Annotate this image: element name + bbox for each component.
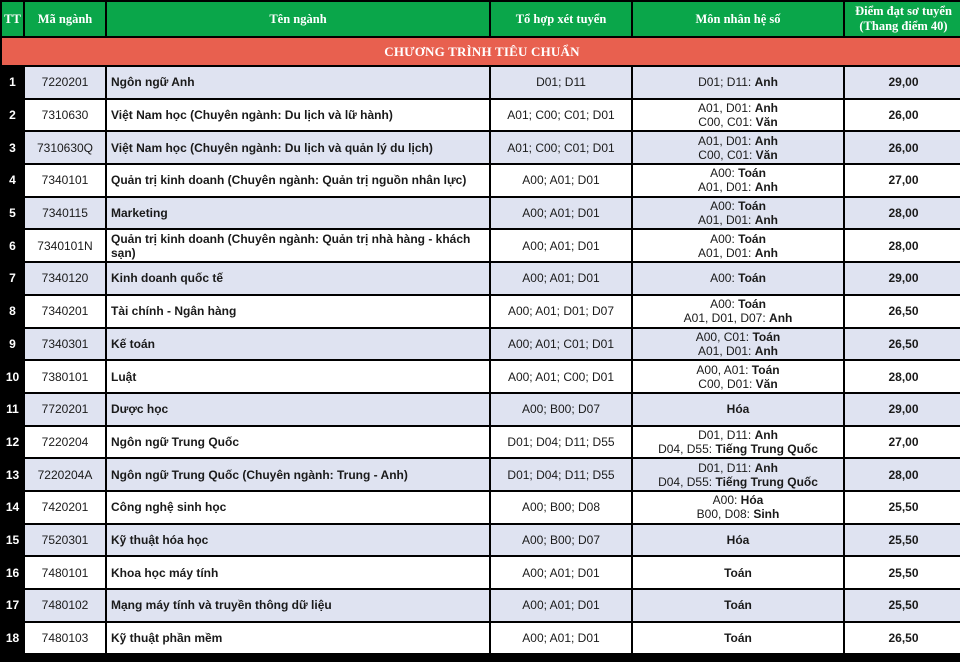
weighted-subject-line — [637, 475, 839, 489]
header-score-line2: (Thang điểm 40) — [859, 19, 948, 33]
weighted-subject-line — [637, 75, 839, 89]
weighted-subject — [633, 329, 843, 360]
weighted-subject-combos: C00, C01: — [698, 147, 756, 162]
table-row — [2, 132, 960, 163]
entry-score: 26,50 — [845, 296, 960, 327]
weighted-subject-line — [637, 199, 839, 213]
row-number: 18 — [2, 623, 23, 654]
weighted-subject-name: Anh — [754, 245, 779, 260]
major-code: 7310630 — [25, 100, 105, 131]
weighted-subject-line — [637, 377, 839, 391]
weighted-subject — [633, 590, 843, 621]
subject-combo: A00; A01; D01 — [491, 230, 631, 261]
weighted-subject-line — [637, 134, 839, 148]
major-code: 7220204 — [25, 427, 105, 458]
major-name: Khoa học máy tính — [107, 557, 489, 588]
weighted-subject-line — [637, 232, 839, 246]
weighted-subject-combos: A00: — [710, 199, 739, 214]
entry-score: 26,50 — [845, 329, 960, 360]
weighted-subject-name: Toán — [738, 271, 766, 286]
table-row — [2, 525, 960, 556]
weighted-subject-combos: A00: — [710, 297, 739, 312]
entry-score: 26,00 — [845, 100, 960, 131]
subject-combo: A01; C00; C01; D01 — [491, 100, 631, 131]
subject-combo: A00; A01; D01 — [491, 198, 631, 229]
major-name: Marketing — [107, 198, 489, 229]
header-tt: TT — [2, 2, 23, 36]
weighted-subject-line — [637, 166, 839, 180]
weighted-subject-name: Tiếng Trung Quốc — [715, 474, 818, 489]
weighted-subject-line — [637, 311, 839, 325]
row-number: 2 — [2, 100, 23, 131]
weighted-subject-name: Hóa — [726, 532, 750, 547]
weighted-subject-name: Anh — [754, 180, 779, 195]
major-name: Ngôn ngữ Anh — [107, 67, 489, 98]
table-row — [2, 230, 960, 261]
table-row — [2, 394, 960, 425]
weighted-subject-name: Anh — [754, 133, 779, 148]
major-code: 7380101 — [25, 361, 105, 392]
weighted-subject-line — [637, 330, 839, 344]
weighted-subject-name: Anh — [754, 101, 779, 116]
weighted-subject-name: Toán — [738, 231, 766, 246]
header-combo: Tổ hợp xét tuyển — [491, 2, 631, 36]
weighted-subject — [633, 165, 843, 196]
weighted-subject — [633, 557, 843, 588]
major-name: Luật — [107, 361, 489, 392]
major-code: 7480103 — [25, 623, 105, 654]
weighted-subject-name: Toán — [751, 362, 780, 377]
entry-score: 29,00 — [845, 67, 960, 98]
subject-combo: A00; A01; D01 — [491, 165, 631, 196]
header-row — [2, 2, 960, 36]
header-score — [845, 2, 960, 36]
weighted-subject-combos: A01, D01: — [697, 343, 755, 358]
weighted-subject-combos: A00, A01: — [696, 362, 752, 377]
weighted-subject-combos: A01, D01: — [697, 133, 755, 148]
row-number: 14 — [2, 492, 23, 523]
subject-combo: A00; A01; D01 — [491, 623, 631, 654]
weighted-subject-name: Văn — [755, 115, 778, 130]
major-name: Kỹ thuật hóa học — [107, 525, 489, 556]
weighted-subject-combos: A01, D01: — [697, 180, 755, 195]
header-name: Tên ngành — [107, 2, 489, 36]
weighted-subject-line — [637, 402, 839, 416]
row-number: 6 — [2, 230, 23, 261]
major-name: Mạng máy tính và truyền thông dữ liệu — [107, 590, 489, 621]
major-code: 7340101N — [25, 230, 105, 261]
weighted-subject-name: Hóa — [726, 402, 750, 417]
weighted-subject-name: Anh — [754, 460, 778, 475]
weighted-subject — [633, 67, 843, 98]
entry-score: 25,50 — [845, 492, 960, 523]
major-code: 7720201 — [25, 394, 105, 425]
weighted-subject-combos: D01; D11: — [698, 75, 755, 90]
weighted-subject — [633, 492, 843, 523]
row-number: 11 — [2, 394, 23, 425]
header-score-line1: Điểm đạt sơ tuyển — [855, 4, 952, 18]
table-row — [2, 165, 960, 196]
major-code: 7480101 — [25, 557, 105, 588]
row-number: 4 — [2, 165, 23, 196]
weighted-subject-name: Tiếng Trung Quốc — [715, 441, 818, 456]
weighted-subject-combos: A01, D01, D07: — [683, 311, 770, 326]
row-number: 13 — [2, 459, 23, 490]
entry-score: 28,00 — [845, 198, 960, 229]
weighted-subject-line — [637, 493, 839, 507]
entry-score: 25,50 — [845, 525, 960, 556]
weighted-subject-name: Toán — [752, 329, 781, 344]
weighted-subject-name: Anh — [754, 427, 778, 442]
entry-score: 28,00 — [845, 361, 960, 392]
entry-score: 28,00 — [845, 230, 960, 261]
weighted-subject-combos: B00, D08: — [696, 507, 754, 522]
major-name: Kinh doanh quốc tế — [107, 263, 489, 294]
entry-score: 29,00 — [845, 263, 960, 294]
subject-combo: D01; D11 — [491, 67, 631, 98]
entry-score: 25,50 — [845, 557, 960, 588]
table-row — [2, 67, 960, 98]
table-row — [2, 198, 960, 229]
weighted-subject-line — [637, 180, 839, 194]
weighted-subject — [633, 427, 843, 458]
weighted-subject — [633, 263, 843, 294]
weighted-subject-name: Toán — [738, 166, 766, 181]
weighted-subject-line — [637, 148, 839, 162]
entry-score: 28,00 — [845, 459, 960, 490]
weighted-subject-name: Văn — [755, 147, 778, 162]
subject-combo: A00; A01; C00; D01 — [491, 361, 631, 392]
weighted-subject — [633, 525, 843, 556]
weighted-subject-line — [637, 533, 839, 547]
entry-score: 26,50 — [845, 623, 960, 654]
weighted-subject-combos: D01, D11: — [698, 427, 755, 442]
subject-combo: A00; B00; D08 — [491, 492, 631, 523]
major-code: 7220204A — [25, 459, 105, 490]
major-code: 7340201 — [25, 296, 105, 327]
header-code: Mã ngành — [25, 2, 105, 36]
table-row — [2, 590, 960, 621]
table-row — [2, 296, 960, 327]
table-row — [2, 557, 960, 588]
section-row — [2, 38, 960, 65]
entry-score: 27,00 — [845, 165, 960, 196]
major-name: Tài chính - Ngân hàng — [107, 296, 489, 327]
major-name: Kỹ thuật phần mềm — [107, 623, 489, 654]
weighted-subject-combos: C00, C01: — [698, 115, 756, 130]
subject-combo: A00; A01; D01 — [491, 263, 631, 294]
row-number: 8 — [2, 296, 23, 327]
entry-score: 26,00 — [845, 132, 960, 163]
row-number: 7 — [2, 263, 23, 294]
weighted-subject-name: Anh — [754, 213, 779, 228]
major-code: 7340101 — [25, 165, 105, 196]
weighted-subject-line — [637, 461, 839, 475]
weighted-subject-combos: A01, D01: — [697, 213, 755, 228]
subject-combo: A00; B00; D07 — [491, 394, 631, 425]
major-code: 7520301 — [25, 525, 105, 556]
row-number: 12 — [2, 427, 23, 458]
entry-score: 27,00 — [845, 427, 960, 458]
weighted-subject-combos: A00: — [710, 166, 739, 181]
table-row — [2, 427, 960, 458]
weighted-subject — [633, 100, 843, 131]
row-number: 5 — [2, 198, 23, 229]
header-coef: Môn nhân hệ số — [633, 2, 843, 36]
major-code: 7340301 — [25, 329, 105, 360]
weighted-subject-name: Sinh — [753, 507, 780, 522]
weighted-subject-line — [637, 442, 839, 456]
weighted-subject-combos: D04, D55: — [658, 441, 716, 456]
row-number: 9 — [2, 329, 23, 360]
major-code: 7480102 — [25, 590, 105, 621]
major-name: Kế toán — [107, 329, 489, 360]
weighted-subject-combos: A00: — [712, 493, 741, 508]
subject-combo: A01; C00; C01; D01 — [491, 132, 631, 163]
weighted-subject-combos: D04, D55: — [658, 474, 716, 489]
major-name: Công nghệ sinh học — [107, 492, 489, 523]
table-row — [2, 329, 960, 360]
weighted-subject-name: Anh — [769, 311, 793, 326]
major-code: 7220201 — [25, 67, 105, 98]
weighted-subject-name: Toán — [724, 598, 752, 613]
subject-combo: A00; A01; D01 — [491, 557, 631, 588]
weighted-subject-line — [637, 363, 839, 377]
weighted-subject-line — [637, 507, 839, 521]
table-row — [2, 623, 960, 654]
weighted-subject — [633, 459, 843, 490]
weighted-subject-line — [637, 598, 839, 612]
weighted-subject-line — [637, 566, 839, 580]
weighted-subject-line — [637, 246, 839, 260]
subject-combo: A00; B00; D07 — [491, 525, 631, 556]
major-name: Quản trị kinh doanh (Chuyên ngành: Quản trị nhà hàng - khách sạn) — [107, 230, 489, 261]
weighted-subject — [633, 296, 843, 327]
major-code: 7420201 — [25, 492, 105, 523]
table-row — [2, 492, 960, 523]
entry-score: 29,00 — [845, 394, 960, 425]
table-row — [2, 459, 960, 490]
major-code: 7340120 — [25, 263, 105, 294]
weighted-subject-line — [637, 631, 839, 645]
row-number: 16 — [2, 557, 23, 588]
section-title: CHƯƠNG TRÌNH TIÊU CHUẨN — [2, 38, 960, 65]
row-number: 10 — [2, 361, 23, 392]
major-name: Quản trị kinh doanh (Chuyên ngành: Quản trị nguồn nhân lực) — [107, 165, 489, 196]
weighted-subject-name: Văn — [755, 376, 778, 391]
weighted-subject-combos: A01, D01: — [697, 245, 755, 260]
weighted-subject-combos: C00, D01: — [698, 376, 756, 391]
subject-combo: D01; D04; D11; D55 — [491, 427, 631, 458]
table-row — [2, 263, 960, 294]
weighted-subject-name: Anh — [754, 343, 779, 358]
weighted-subject-combos: A00, C01: — [695, 329, 753, 344]
weighted-subject-combos: A00: — [710, 271, 739, 286]
row-number: 15 — [2, 525, 23, 556]
major-code: 7310630Q — [25, 132, 105, 163]
weighted-subject-name: Anh — [754, 75, 778, 90]
weighted-subject-name: Hóa — [740, 493, 764, 508]
weighted-subject-line — [637, 115, 839, 129]
major-name: Ngôn ngữ Trung Quốc — [107, 427, 489, 458]
subject-combo: D01; D04; D11; D55 — [491, 459, 631, 490]
row-number: 17 — [2, 590, 23, 621]
weighted-subject-combos: D01, D11: — [698, 460, 755, 475]
major-code: 7340115 — [25, 198, 105, 229]
weighted-subject-name: Toán — [738, 297, 766, 312]
weighted-subject-name: Toán — [724, 565, 752, 580]
table-row — [2, 361, 960, 392]
major-name: Việt Nam học (Chuyên ngành: Du lịch và lữ hành) — [107, 100, 489, 131]
weighted-subject — [633, 361, 843, 392]
weighted-subject — [633, 230, 843, 261]
weighted-subject-combos: A01, D01: — [697, 101, 755, 116]
weighted-subject-line — [637, 344, 839, 358]
weighted-subject-line — [637, 428, 839, 442]
weighted-subject-line — [637, 101, 839, 115]
weighted-subject-line — [637, 271, 839, 285]
row-number: 1 — [2, 67, 23, 98]
major-name: Ngôn ngữ Trung Quốc (Chuyên ngành: Trung - Anh) — [107, 459, 489, 490]
weighted-subject-name: Toán — [724, 631, 752, 646]
table-row — [2, 100, 960, 131]
weighted-subject — [633, 132, 843, 163]
entry-score: 25,50 — [845, 590, 960, 621]
subject-combo: A00; A01; D01 — [491, 590, 631, 621]
weighted-subject — [633, 394, 843, 425]
weighted-subject — [633, 623, 843, 654]
weighted-subject-line — [637, 297, 839, 311]
row-number: 3 — [2, 132, 23, 163]
major-name: Việt Nam học (Chuyên ngành: Du lịch và quản lý du lịch) — [107, 132, 489, 163]
weighted-subject-name: Toán — [738, 199, 766, 214]
subject-combo: A00; A01; D01; D07 — [491, 296, 631, 327]
weighted-subject — [633, 198, 843, 229]
weighted-subject-combos: A00: — [710, 231, 739, 246]
weighted-subject-line — [637, 213, 839, 227]
major-name: Dược học — [107, 394, 489, 425]
subject-combo: A00; A01; C01; D01 — [491, 329, 631, 360]
